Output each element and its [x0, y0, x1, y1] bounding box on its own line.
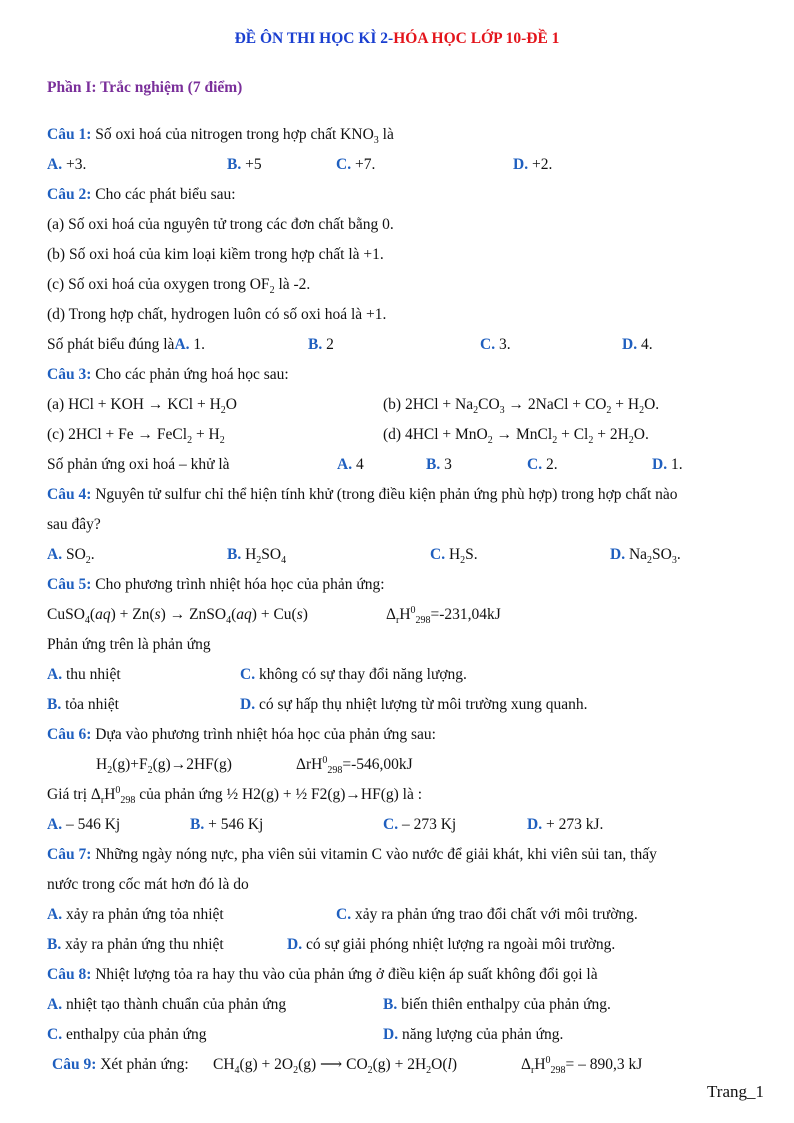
q3-reaction-a: (a) HCl + KOH → KCl + $H_2O$ [47, 396, 237, 417]
q5-option-c: C. không có sự thay đổi năng lượng. [240, 666, 467, 683]
q6-equation: $H_2(g)+F_2(g)\to 2HF(g)$ [96, 756, 232, 777]
q1-option-d: D. +2. [513, 156, 553, 173]
question-7: Câu 7: Những ngày nóng nực, pha viên sủi vitamin C vào nước để giải khát, khi viên sủi tan, thấy [47, 846, 657, 863]
q8-option-b: B. biến thiên enthalpy của phản ứng. [383, 996, 611, 1013]
q4-option-d: D. $Na_2SO_3$. [610, 546, 681, 567]
q3-lead: Số phản ứng oxi hoá – khử là [47, 456, 230, 473]
q5-option-a: A. thu nhiệt [47, 666, 121, 683]
question-7-cont: nước trong cốc mát hơn đó là do [47, 876, 249, 893]
question-2: Câu 2: Cho các phát biểu sau: [47, 186, 236, 203]
q4-option-a: A. $SO_2$. [47, 546, 95, 567]
q9-enthalpy: $\Delta_rH^0_{298}= - 890,3$ kJ [521, 1054, 643, 1077]
q3-option-b: B. 3 [426, 456, 452, 473]
q3-option-a: A. 4 [337, 456, 364, 473]
question-5: Câu 5: Cho phương trình nhiệt hóa học của phản ứng: [47, 576, 385, 593]
question-6: Câu 6: Dựa vào phương trình nhiệt hóa học của phản ứng sau: [47, 726, 436, 743]
page-title: ĐỀ ÔN THI HỌC KÌ 2-HÓA HỌC LỚP 10-ĐỀ 1 [234, 30, 560, 47]
q2-lead: Số phát biểu đúng làA. 1. [47, 336, 206, 353]
q4-option-b: B. $H_2SO_4$ [227, 546, 287, 567]
question-1: Câu 1: Số oxi hoá của nitrogen trong hợp chất $KNO_3$ là [47, 126, 394, 147]
q2-statement-b: (b) Số oxi hoá của kim loại kiềm trong hợp chất là +1. [47, 246, 384, 263]
q5-option-d: D. có sự hấp thụ nhiệt lượng từ môi trường xung quanh. [240, 696, 588, 713]
q7-option-a: A. xảy ra phản ứng tỏa nhiệt [47, 906, 224, 923]
q5-prompt: Phản ứng trên là phản ứng [47, 636, 211, 653]
q1-option-b: B. +5 [227, 156, 262, 173]
question-9: Câu 9: Xét phản ứng: [52, 1056, 189, 1073]
q2-statement-d: (d) Trong hợp chất, hydrogen luôn có số oxi hoá là +1. [47, 306, 387, 323]
q6-prompt: Giá trị $\Delta_rH^0_{298}$ của phản ứng ½ H2(g) + ½ F2(g)→HF(g) là : [47, 784, 423, 807]
q8-option-c: C. enthalpy của phản ứng [47, 1026, 207, 1043]
q5-enthalpy: $\Delta_rH^0_{298}=-231,04kJ$ [386, 604, 501, 627]
q3-option-c: C. 2. [527, 456, 558, 473]
q5-equation: CuSO$_4$(aq) + Zn(s) → ZnSO$_4$(aq) + Cu(s) [47, 606, 308, 627]
q6-option-b: B. + 546 Kj [190, 816, 264, 833]
q2-statement-a: (a) Số oxi hoá của nguyên tử trong các đơn chất bằng 0. [47, 216, 394, 233]
q3-option-d: D. 1. [652, 456, 683, 473]
q6-option-c: C. – 273 Kj [383, 816, 457, 833]
q1-option-a: A. +3. [47, 156, 87, 173]
question-3: Câu 3: Cho các phản ứng hoá học sau: [47, 366, 289, 383]
q6-enthalpy: ΔrH$^0_{298}$=-546,00kJ [296, 754, 413, 777]
q5-option-b: B. tỏa nhiệt [47, 696, 119, 713]
q1-option-c: C. +7. [336, 156, 376, 173]
q2-option-b: B. 2 [308, 336, 334, 353]
q8-option-d: D. năng lượng của phản ứng. [383, 1026, 564, 1043]
q7-option-c: C. xảy ra phản ứng trao đổi chất với môi trường. [336, 906, 638, 923]
q9-equation: $CH_4(g) + 2O_2(g)$ ⟶ $CO_2(g) + 2H_2O(l)$ [213, 1056, 457, 1077]
q2-option-d: D. 4. [622, 336, 653, 353]
q2-option-c: C. 3. [480, 336, 511, 353]
q3-reaction-b: (b) $2HCl + Na_2CO_3$ → 2NaCl + $CO_2 + H_2O$. [383, 396, 660, 417]
section-heading: Phần I: Trắc nghiệm (7 điểm) [47, 79, 243, 96]
question-4: Câu 4: Nguyên tử sulfur chỉ thể hiện tính khử (trong điều kiện phản ứng phù hợp) trong hợp chất nào [47, 486, 678, 503]
q3-reaction-c: (c) 2HCl + Fe → FeCl$_2$ + $H_2$ [47, 426, 225, 447]
q4-option-c: C. $H_2S$. [430, 546, 478, 567]
q7-option-b: B. xảy ra phản ứng thu nhiệt [47, 936, 224, 953]
q6-option-a: A. – 546 Kj [47, 816, 121, 833]
question-8: Câu 8: Nhiệt lượng tỏa ra hay thu vào của phản ứng ở điều kiện áp suất không đổi gọi là [47, 966, 598, 983]
q3-reaction-d: (d) 4HCl + MnO$_2$ → MnCl$_2$ + $Cl_2 + 2H_2O$. [383, 426, 649, 447]
q6-option-d: D. + 273 kJ. [527, 816, 604, 833]
q8-option-a: A. nhiệt tạo thành chuẩn của phản ứng [47, 996, 287, 1013]
q7-option-d: D. có sự giải phóng nhiệt lượng ra ngoài môi trường. [287, 936, 616, 953]
q2-statement-c: (c) Số oxi hoá của oxygen trong $OF_2$ là -2. [47, 276, 311, 297]
page-number: Trang_1 [707, 1082, 764, 1101]
question-4-cont: sau đây? [47, 516, 101, 533]
